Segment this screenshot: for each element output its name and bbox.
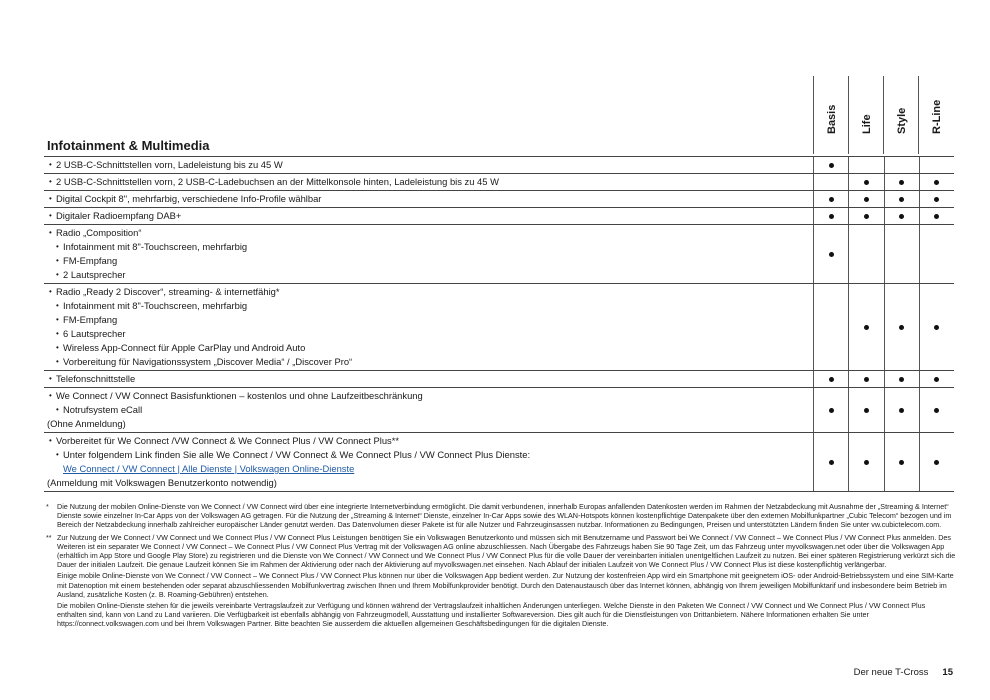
table-row <box>44 432 954 492</box>
standard-equipment-dot-icon <box>899 325 904 330</box>
availability-cell-basis <box>813 225 848 283</box>
table-row <box>44 370 954 387</box>
availability-cell-life <box>848 433 883 491</box>
footnotes <box>44 502 956 632</box>
feature-line: • Digitaler Radioempfang DAB+ <box>47 209 807 223</box>
column-label: Basis <box>825 104 838 134</box>
column-header-style <box>883 76 919 154</box>
feature-line: • Radio „Ready 2 Discover“, streaming- & internetfähig* <box>47 285 807 299</box>
standard-equipment-dot-icon <box>864 180 869 185</box>
standard-equipment-dot-icon <box>899 408 904 413</box>
standard-equipment-dot-icon <box>829 252 834 257</box>
row-description <box>44 371 807 387</box>
feature-line: • Unter folgendem Link finden Sie alle We Connect / VW Connect & We Connect Plus / VW Connect Plus Dienste: <box>47 448 807 462</box>
availability-cell-r-line <box>919 388 954 432</box>
standard-equipment-dot-icon <box>829 377 834 382</box>
availability-cell-style <box>884 191 919 207</box>
feature-line: • Radio „Composition“ <box>47 226 807 240</box>
footnote-text: Die mobilen Online-Dienste stehen für die jeweils vereinbarte Vertragslaufzeit zur Verfügung und können während der Vertragslaufzeit inhaltlichen Änderungen unterliegen. Welche Dienste in den Paketen We Connect / VW Connect und We Connect Plus / VW Connect Plus enthalten sind, kann von Land zu Land variieren. Die Verfügbarkeit ist ebenfalls abhängig von Fahrzeugmodell, Ausstattung und installierter Softwareversion. Dies gilt auch für die Dienstleistungen von Drittanbietern. Nähere Informationen erhalten Sie unter https://connect.volkswagen.com und bei Ihrem Volkswagen Partner. Bitte beachten Sie ausserdem die aktuellen allgemeinen Geschäftsbedingungen für die digitalen Dienste. <box>57 601 926 629</box>
column-header-rline <box>918 76 954 154</box>
footnote-mark: ** <box>46 532 52 542</box>
footnote-mark: * <box>46 502 49 511</box>
standard-equipment-dot-icon <box>864 408 869 413</box>
row-description <box>44 225 807 283</box>
availability-cell-life <box>848 371 883 387</box>
table-row <box>44 387 954 432</box>
availability-cell-basis <box>813 157 848 173</box>
availability-cells <box>813 225 954 283</box>
standard-equipment-dot-icon <box>864 325 869 330</box>
table-row <box>44 156 954 173</box>
standard-equipment-dot-icon <box>934 180 939 185</box>
standard-equipment-dot-icon <box>899 214 904 219</box>
table-row <box>44 283 954 370</box>
standard-equipment-dot-icon <box>864 460 869 465</box>
standard-equipment-dot-icon <box>934 377 939 382</box>
standard-equipment-dot-icon <box>829 163 834 168</box>
page-number: 15 <box>942 667 953 678</box>
availability-cell-life <box>848 284 883 370</box>
page-footer <box>854 667 953 678</box>
feature-line: • We Connect / VW Connect Basisfunktionen – kostenlos und ohne Laufzeitbeschränkung <box>47 389 807 403</box>
availability-cell-r-line <box>919 371 954 387</box>
footnote-double-star <box>44 533 956 629</box>
standard-equipment-dot-icon <box>829 197 834 202</box>
online-services-link[interactable]: We Connect / VW Connect | Alle Dienste | Volkswagen Online-Dienste <box>63 463 355 474</box>
availability-cell-style <box>884 208 919 224</box>
availability-cell-life <box>848 174 883 190</box>
table-row <box>44 190 954 207</box>
availability-cell-style <box>884 371 919 387</box>
availability-cell-life <box>848 225 883 283</box>
feature-line: • 6 Lautsprecher <box>47 327 807 341</box>
availability-cells <box>813 208 954 224</box>
feature-line: (Ohne Anmeldung) <box>47 418 126 429</box>
standard-equipment-dot-icon <box>899 180 904 185</box>
availability-cells <box>813 191 954 207</box>
feature-line: • Digital Cockpit 8", mehrfarbig, verschiedene Info-Profile wählbar <box>47 192 807 206</box>
standard-equipment-dot-icon <box>829 214 834 219</box>
column-header-basis <box>813 76 849 154</box>
row-description <box>44 191 807 207</box>
feature-line: • FM-Empfang <box>47 254 807 268</box>
feature-line: (Anmeldung mit Volkswagen Benutzerkonto notwendig) <box>47 477 277 488</box>
availability-cell-basis <box>813 371 848 387</box>
footnote-text: Einige mobile Online-Dienste von We Connect / VW Connect – We Connect Plus / VW Connect Plus können nur über die Volkswagen App bedient werden. Zur Nutzung der kostenfreien App wird ein Smartphone mit geeignetem iOS- oder Android-Betriebssystem und eine SIM-Karte mit Datenoption mit einem bestehenden oder separat abzuschliessenden Mobilfunkvertrag zwischen Ihnen und Ihrem Mobilfunkprovider benötigt. Durch den Datenaustausch über das Internet können, abhängig von Ihrem jeweiligen Mobilfunktarif und insbesondere beim Betrieb im Ausland, zusätzliche Kosten (z. B. Roaming-Gebühren) entstehen. <box>57 571 954 599</box>
availability-cell-basis <box>813 388 848 432</box>
availability-cell-r-line <box>919 284 954 370</box>
availability-cell-basis <box>813 174 848 190</box>
section-title: Infotainment & Multimedia <box>47 138 210 153</box>
feature-line: • FM-Empfang <box>47 313 807 327</box>
standard-equipment-dot-icon <box>864 214 869 219</box>
standard-equipment-dot-icon <box>934 325 939 330</box>
availability-cells <box>813 174 954 190</box>
feature-line: • Notrufsystem eCall <box>47 403 807 417</box>
row-description <box>44 174 807 190</box>
equipment-table <box>44 156 954 492</box>
standard-equipment-dot-icon <box>829 460 834 465</box>
standard-equipment-dot-icon <box>899 460 904 465</box>
footnote-text: Die Nutzung der mobilen Online-Dienste von We Connect / VW Connect wird über eine integrierte Internetverbindung ermöglicht. Die damit verbundenen, innerhalb Europas anfallenden Datenkosten werden im Rahmen der Netzabdeckung mit Ausnahme der „Streaming & Internet“ Dienste sowie einzelner In-Car Apps von der Volkswagen AG getragen. Für die Nutzung der „Streaming & Internet“ Dienste, einzelner In-Car Apps sowie des WLAN-Hotspots können kostenpflichtige Datenpakete über den externen Mobilfunkpartner „Cubic Telecom“ bezogen und im Bereich der Netzabdeckung innerhalb zahlreicher europäischer Länder genutzt werden. Das Datenvolumen dieser Pakete ist für alle Nutzer und Fahrzeuginsassen nutzbar. Informationen zu Bedingungen, Preisen und unterstützten Ländern finden Sie unter vw.cubictelecom.com. <box>57 502 952 530</box>
standard-equipment-dot-icon <box>864 377 869 382</box>
availability-cell-life <box>848 157 883 173</box>
feature-line: • Vorbereitung für Navigationssystem „Discover Media“ / „Discover Pro“ <box>47 355 807 369</box>
availability-cell-basis <box>813 208 848 224</box>
availability-cell-style <box>884 157 919 173</box>
column-label: Style <box>895 107 908 134</box>
availability-cell-r-line <box>919 174 954 190</box>
standard-equipment-dot-icon <box>934 214 939 219</box>
feature-line: • Wireless App-Connect für Apple CarPlay und Android Auto <box>47 341 807 355</box>
column-label: Life <box>860 114 873 134</box>
footnote-single-star <box>44 502 956 530</box>
availability-cells <box>813 433 954 491</box>
row-description <box>44 208 807 224</box>
standard-equipment-dot-icon <box>934 460 939 465</box>
standard-equipment-dot-icon <box>829 408 834 413</box>
table-row <box>44 173 954 190</box>
feature-line: • Infotainment mit 8"-Touchscreen, mehrfarbig <box>47 299 807 313</box>
feature-line: • Vorbereitet für We Connect /VW Connect & We Connect Plus / VW Connect Plus** <box>47 434 807 448</box>
availability-cells <box>813 371 954 387</box>
availability-cell-r-line <box>919 191 954 207</box>
standard-equipment-dot-icon <box>934 408 939 413</box>
availability-cell-r-line <box>919 157 954 173</box>
availability-cell-basis <box>813 433 848 491</box>
table-row <box>44 224 954 283</box>
standard-equipment-dot-icon <box>934 197 939 202</box>
feature-line: • 2 USB-C-Schnittstellen vorn, 2 USB-C-Ladebuchsen an der Mittelkonsole hinten, Ladeleistung bis zu 45 W <box>47 175 807 189</box>
availability-cells <box>813 157 954 173</box>
availability-cell-life <box>848 191 883 207</box>
row-description <box>44 433 807 491</box>
availability-cell-r-line <box>919 433 954 491</box>
feature-line: • Infotainment mit 8"-Touchscreen, mehrfarbig <box>47 240 807 254</box>
table-row <box>44 207 954 224</box>
availability-cells <box>813 284 954 370</box>
row-description <box>44 388 807 432</box>
feature-line: • 2 Lautsprecher <box>47 268 807 282</box>
availability-cell-style <box>884 433 919 491</box>
footnote-text: Zur Nutzung der We Connect / VW Connect und We Connect Plus / VW Connect Plus Leistungen benötigen Sie ein Volkswagen Benutzerkonto und müssen sich mit Benutzername und Passwort bei We Connect / VW Connect – We Connect Plus / VW Connect Plus anmelden. Des Weiteren ist ein separater We Connect / VW Connect – We Connect Plus / VW Connect Plus Vertrag mit der Volkswagen AG online abzuschliessen. Nach Übergabe des Fahrzeugs haben Sie 90 Tage Zeit, um das Fahrzeug unter myvolkswagen.net oder über die Volkswagen App (erhältlich im App Store und Google Play Store) zu registrieren und die Dienste von We Connect / VW Connect und We Connect Plus / VW Connect Plus für die volle Dauer der vereinbarten initialen unentgeltlichen Laufzeit zu nutzen. Bei einer späteren Registrierung verkürzt sich die Dauer der initialen Laufzeit. Die genaue Laufzeit können Sie im Rahmen der Aktivierung oder nach der Aktivierung auf myvolkswagen.net einsehen. Nach Ablauf der initialen Laufzeit von We Connect Plus / VW Connect Plus ist diese kostenpflichtig verlängerbar. <box>57 532 956 570</box>
feature-line: • 2 USB-C-Schnittstellen vorn, Ladeleistung bis zu 45 W <box>47 158 807 172</box>
feature-line: • Telefonschnittstelle <box>47 372 807 386</box>
availability-cell-r-line <box>919 225 954 283</box>
standard-equipment-dot-icon <box>899 377 904 382</box>
standard-equipment-dot-icon <box>899 197 904 202</box>
availability-cell-basis <box>813 191 848 207</box>
row-description <box>44 284 807 370</box>
availability-cell-basis <box>813 284 848 370</box>
availability-cell-style <box>884 174 919 190</box>
availability-cells <box>813 388 954 432</box>
availability-cell-style <box>884 284 919 370</box>
availability-cell-r-line <box>919 208 954 224</box>
standard-equipment-dot-icon <box>864 197 869 202</box>
column-header-life <box>848 76 884 154</box>
availability-cell-style <box>884 388 919 432</box>
availability-cell-life <box>848 208 883 224</box>
column-label: R-Line <box>930 99 943 134</box>
availability-cell-life <box>848 388 883 432</box>
row-description <box>44 157 807 173</box>
availability-cell-style <box>884 225 919 283</box>
footer-title: Der neue T-Cross <box>853 667 929 678</box>
